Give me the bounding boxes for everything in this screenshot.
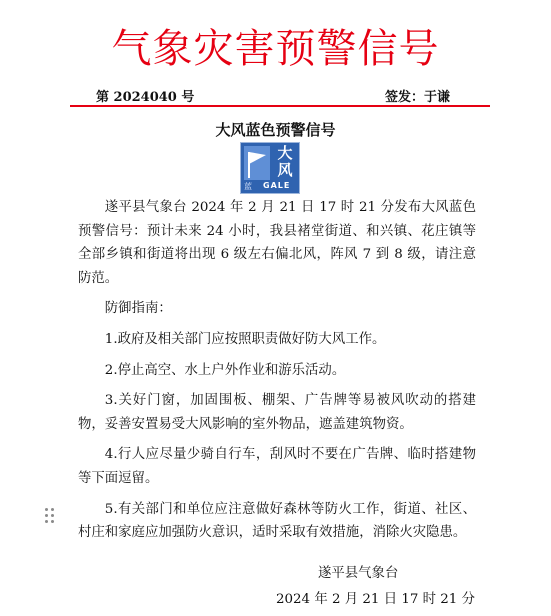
drag-handle-icon[interactable] <box>45 508 57 524</box>
signer: 签发：于谦 <box>385 90 451 105</box>
guideline-item: 1.政府及相关部门应按照职责做好防大风工作。 <box>104 331 386 347</box>
guideline-item: 2.停止高空、水上户外作业和游乐活动。 <box>104 362 346 378</box>
guide-heading: 防御指南： <box>104 301 172 317</box>
guideline-item: 4.行人应尽量少骑自行车，刮风时不要在广告牌、临时搭建物等下面逗留。 <box>78 447 476 486</box>
intro-paragraph: 遂平县气象台 2024 年 2 月 21 日 17 时 21 分发布大风蓝色预警信号：预计未来 24 小时，我县褚堂街道、和兴镇、花庄镇等全部乡镇和街道将出现 6 级左右偏北风，阵风 7 到 8 级，请注意防范。 <box>78 200 476 286</box>
guideline-item: 3.关好门窗，加固围板、棚架、广告牌等易被风吹动的搭建物，妥善安置易受大风影响的室外物品，遮盖建筑物资。 <box>78 393 476 432</box>
meta-row <box>0 86 551 106</box>
gale-char-da: 大 <box>277 144 293 162</box>
gale-english-label: GALE <box>263 181 291 190</box>
gale-blue-warning-icon <box>240 142 300 194</box>
wind-flag-icon <box>244 146 270 180</box>
gale-level-label: 蓝 <box>244 182 252 191</box>
gale-char-feng: 风 <box>277 161 293 179</box>
red-divider <box>70 105 490 107</box>
warning-title: 大风蓝色预警信号 <box>215 121 336 139</box>
warning-body <box>78 196 476 552</box>
issue-date: 2024 年 2 月 21 日 17 时 21 分 <box>276 592 475 607</box>
document-header-title: 气象灾害预警信号 <box>111 26 440 72</box>
issuer-signature: 遂平县气象台 <box>318 566 399 581</box>
document-number: 第 2024040 号 <box>96 90 195 105</box>
guideline-item: 5.有关部门和单位应注意做好森林等防火工作，街道、社区、村庄和家庭应加强防火意识，适时采取有效措施，消除火灾隐患。 <box>78 501 476 541</box>
